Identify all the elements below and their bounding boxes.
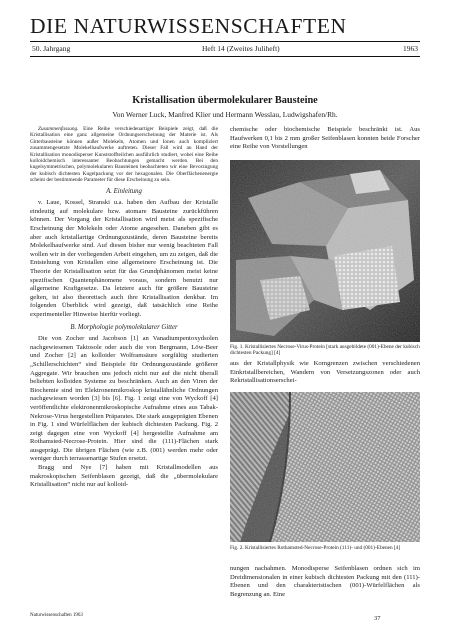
right-top-paragraph: chemische oder biochemische Beispiele beschränkt ist. Aus Haufwerken 0,1 bis 2 mm großer Seifenblasen konnten beide Forscher eine Reihe von Vorstellungen <box>230 126 420 151</box>
abstract-label: Zusammenfassung. <box>38 126 79 132</box>
article-title: Kristallisation übermolekularer Bausteine <box>132 95 318 106</box>
section-b-paragraph-2: Bragg und Nye [7] haben mit Kristallmodellen aus makroskopischen Seifenblasen gezeigt, daß die „übermolekulare Kristallisation“ nicht nur auf kolloid- <box>30 464 218 489</box>
right-bottom-paragraph: nungen nachahmen. Monodisperse Seifenblasen ordnen sich im Dreidimensionalen in einer kubisch dichtesten Packung mit den (111)-Ebenen und den charakteristischen (001)-Würfelflächen als Begrenzung an. Eine <box>230 565 420 598</box>
section-b-paragraph-1: Die von Zocher und Jacobson [1] an Vanadiumpentoxydsolen nachgewiesenen Taktosole oder auch die von Bergmann, Löw-Beer und Zocher [2] an kolloider Wolframsäure sorgfältig studierten „Schillerschichten“ sind Beispiele für Ordnungszustände größerer Aggregate. Wir brauchen uns jedoch nicht nur auf die nicht überall beliebten kolloiden Systeme zu beschränken. Auch an den Viren der Biochemie sind im Elektronenmikroskop kristallähnliche Ordnungen nachgewiesen worden [3] bis [6]. Fig. 1 zeigt eine von Wyckoff [4] veröffentlichte elektronenmikroskopische Aufnahme eines aus Tabak-Nekrose-Virus hergestellten Präparates. Die stark ausgeprägten Ebenen in Fig. 1 sind Würfelflächen der kubisch dichtesten Packung. Fig. 2 zeigt dagegen eine von Wyckoff [4] hergestellte Aufnahme am Rothamsted-Necrose-Protein. Hier sind die (111)-Flächen stark ausgeprägt. Die übrigen Flächen (wie z.B. (001) werden mehr oder weniger durch terrassenartige Stufen ersetzt. <box>30 335 218 463</box>
year-label: 1963 <box>403 44 418 53</box>
section-heading-b: B. Morphologie polymolekularer Gitter <box>70 323 178 331</box>
issue-label: Heft 14 (Zweites Juliheft) <box>202 44 280 53</box>
figure-2-caption: Fig. 2. Kristallisiertes Rothamsted-Necrose-Protein (111)- und (001)-Ebenen [4] <box>230 545 401 551</box>
volume-label: 50. Jahrgang <box>32 44 71 53</box>
abstract-text: Eine Reihe verschiedenartiger Beispiele zeigt, daß die Kristallisation eine ganz allgemeine Ordnungserscheinung der Materie ist. Als Gitterbausteine können außer Molekeln, Atomen und Ionen auch kompliziert zusammengesetzte Molekelhaufwerke auftreten. Dieser Fall wird an Hand der Kristallisation monodisperser Kunststoffteilchen ausführlich studiert, wobei eine Reihe kolloidchemisch interessanter Beobachtungen gemacht werden. Bei den kugelsymmetrischen, polymolekularen Bausteinen beobachteten wir eine Bevorzugung der kubisch dichtesten Kugelpackung vor der hexagonalen. Die Oberflächenenergie scheint der bestimmende Parameter für diese Erscheinung zu sein. <box>30 126 218 184</box>
virus-crystal-image <box>230 160 420 342</box>
abstract <box>30 126 218 184</box>
right-mid-paragraph: aus der Kristallphysik wie Korngrenzen zwischen verschiedenen Einkristallbereichen, Wandern von Versetzungszonen oder auch Rekristallisationserschei- <box>230 360 420 385</box>
footer-journal: Naturwissenschaften 1963 <box>30 613 83 618</box>
right-column-bottom <box>230 565 420 599</box>
section-heading-a: A. Einleitung <box>106 187 142 195</box>
left-column <box>30 126 218 490</box>
figure-2-micrograph <box>230 392 420 542</box>
protein-crystal-image <box>230 392 420 542</box>
figure-1-micrograph <box>230 160 420 342</box>
right-column-mid <box>230 360 420 386</box>
issue-bar <box>30 41 420 57</box>
intro-paragraph: v. Laue, Kossel, Stranski u.a. haben den Aufbau der Kristalle eindeutig auf molekulare bzw. atomare Bausteine zurückführen können. Der Vorgang der Kristallisation wird meist als spezifische Erscheinung der Molekeln oder Atome angesehen. Daneben gibt es aber auch kristallartige Ordnungszustände, deren Bausteine bereits Molekelhaufwerke sind. Auf diesen bisher nur wenig beachteten Fall wollen wir in der vorliegenden Arbeit eingehen, um zu zeigen, daß die Entstehung von Kristallen eine allgemeinere Erscheinung ist. Die Theorie der Kristallisation setzt für das Grundphänomen meist keine spezifischen Quantenphänomene voraus, sondern benutzt nur allgemeine Kraftgesetze. Da letztere auch für größere Bausteine gelten, ist also theoretisch auch ihre Kristallisation denkbar. Im folgenden Überblick wird gezeigt, daß tatsächlich eine Reihe experimenteller Hinweise hierfür vorliegt. <box>30 199 218 318</box>
page-number: 37 <box>374 615 381 622</box>
article-authors: Von Werner Luck, Manfred Klier und Hermann Wesslau, Ludwigshafen/Rh. <box>112 110 338 119</box>
masthead: DIE NATURWISSENSCHAFTEN <box>30 14 347 38</box>
right-column-top <box>230 126 420 152</box>
figure-1-caption: Fig. 1. Kristallisiertes Necrose-Virus-Protein [stark ausgebildete (001)-Ebene der kubisch dichtesten Packung] [4] <box>230 344 420 357</box>
